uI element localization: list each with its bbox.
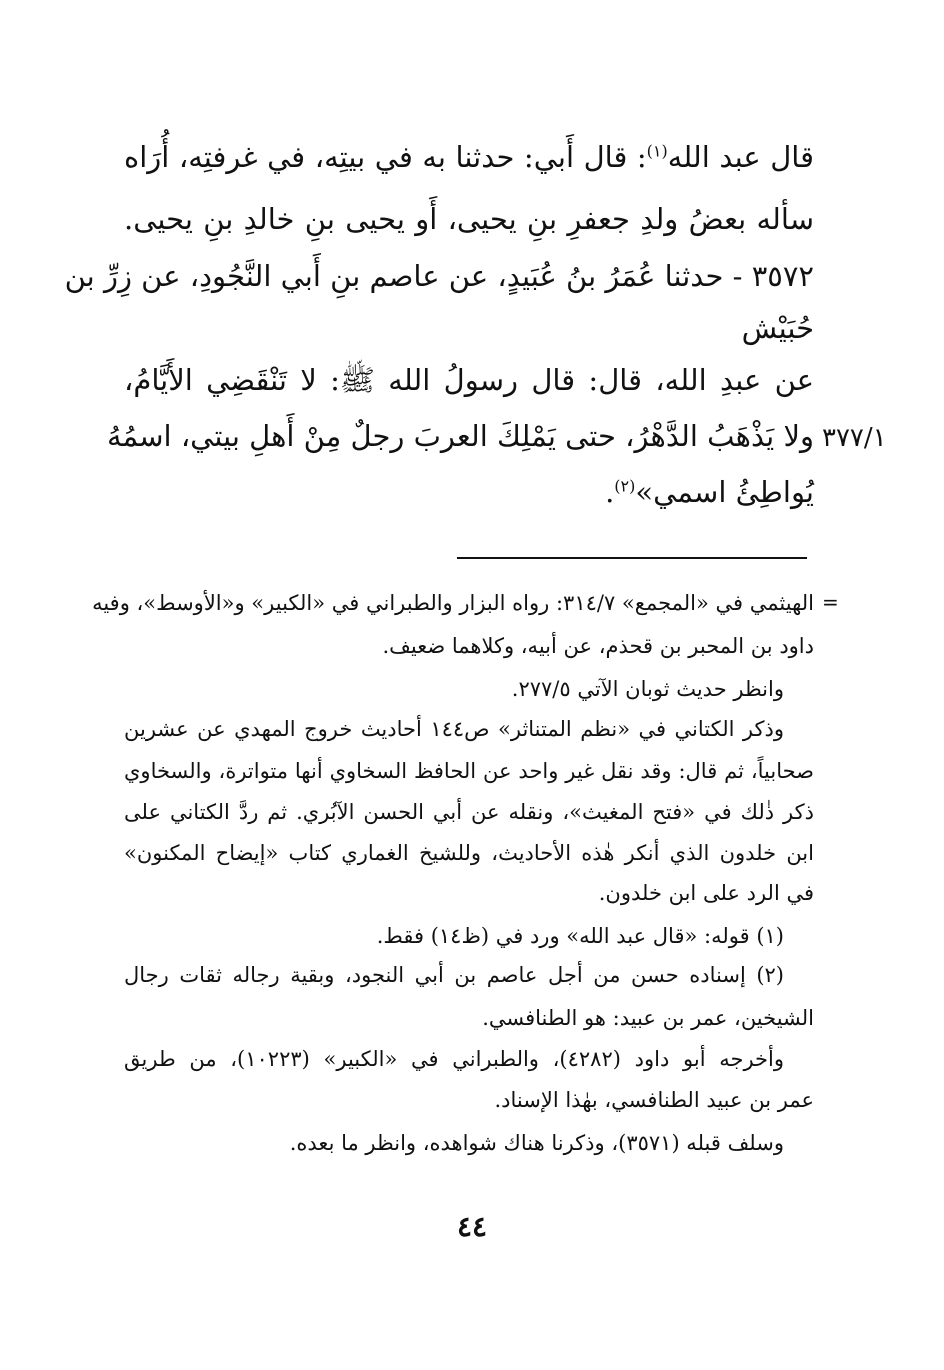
main-text-line-7 (124, 475, 814, 509)
hadith-heading-3572: ٣٥٧٢ - حدثنا عُمَرُ بنُ عُبَيدٍ، عن عاصم بنِ أَبي النَّجُودِ، عن زِرِّ بن (64, 259, 814, 293)
margin-reference: ٣٧٧/١ (822, 423, 887, 453)
page-number: ٤٤ (456, 1210, 488, 1243)
footnote-line: وأخرجه أبو داود (٤٢٨٢)، والطبراني في «الكبير» (١٠٢٢٣)، من طريق (124, 1047, 785, 1071)
footnote-line: عمر بن عبيد الطنافسي، بهٰذا الإسناد. (494, 1088, 814, 1112)
footnote-line: داود بن المحبر بن قحذم، عن أبيه، وكلاهما ضعيف. (382, 634, 814, 658)
footnote-line: وذكر الكتاني في «نظم المتناثر» ص١٤٤ أحاديث خروج المهدي عن عشرين (124, 717, 784, 741)
footnote-line: وانظر حديث ثوبان الآتي ٢٧٧/٥. (511, 677, 784, 701)
main-text-line-4: حُبَيْش (741, 311, 814, 345)
continuation-mark: = (822, 590, 839, 614)
main-text-line-5: عن عبدِ الله، قال: قال رسولُ الله ﷺ: لا تَنْقَضِي الأَيَّامُ، (124, 363, 814, 397)
footnote-line: الشيخين، عمر بن عبيد: هو الطنافسي. (482, 1006, 814, 1030)
main-text-line-2: سأله بعضُ ولدِ جعفرِ بنِ يحيى، أَو يحيى بنِ خالدِ بنِ يحيى. (124, 202, 814, 236)
footnote-divider (457, 557, 807, 559)
main-text-segment: . (605, 475, 615, 509)
main-text-segment: : قال أَبي: حدثنا به في بيتِه، في غرفتِه، أُرَاه (124, 140, 647, 174)
footnote-line: الهيثمي في «المجمع» ٣١٤/٧: رواه البزار والطبراني في «الكبير» و«الأوسط»، وفيه (92, 591, 814, 615)
footnote-line: ذكر ذٰلك في «فتح المغيث»، ونقله عن أبي الحسن الآبُري. ثم ردَّ الكتاني على (124, 800, 814, 824)
footnote-1: (١) قوله: «قال عبد الله» ورد في (ظ١٤) فقط. (376, 924, 784, 948)
footnote-line: في الرد على ابن خلدون. (598, 881, 814, 905)
main-text-line-1 (124, 140, 814, 174)
footnote-line: ابن خلدون الذي أنكر هٰذه الأحاديث، وللشيخ الغماري كتاب «إيضاح المكنون» (124, 841, 814, 865)
footnote-2: (٢) إسناده حسن من أجل عاصم بن أبي النجود، وبقية رجاله ثقات رجال (124, 963, 784, 987)
main-text-segment: قال عبد الله (667, 140, 814, 174)
footnote-line: صحابياً، ثم قال: وقد نقل غير واحد عن الحافظ السخاوي أنها متواترة، والسخاوي (124, 759, 814, 783)
main-text-segment: يُواطِئُ اسمي» (635, 475, 814, 509)
footnote-line: وسلف قبله (٣٥٧١)، وذكرنا هناك شواهده، وانظر ما بعده. (289, 1131, 784, 1155)
footnote-ref-2[interactable]: (٢) (614, 476, 636, 496)
footnote-ref-1[interactable]: (١) (646, 141, 668, 161)
main-text-line-6: ولا يَذْهَبُ الدَّهْرُ، حتى يَمْلِكَ العربَ رجلٌ مِنْ أَهلِ بيتي، اسمُهُ (106, 419, 814, 453)
